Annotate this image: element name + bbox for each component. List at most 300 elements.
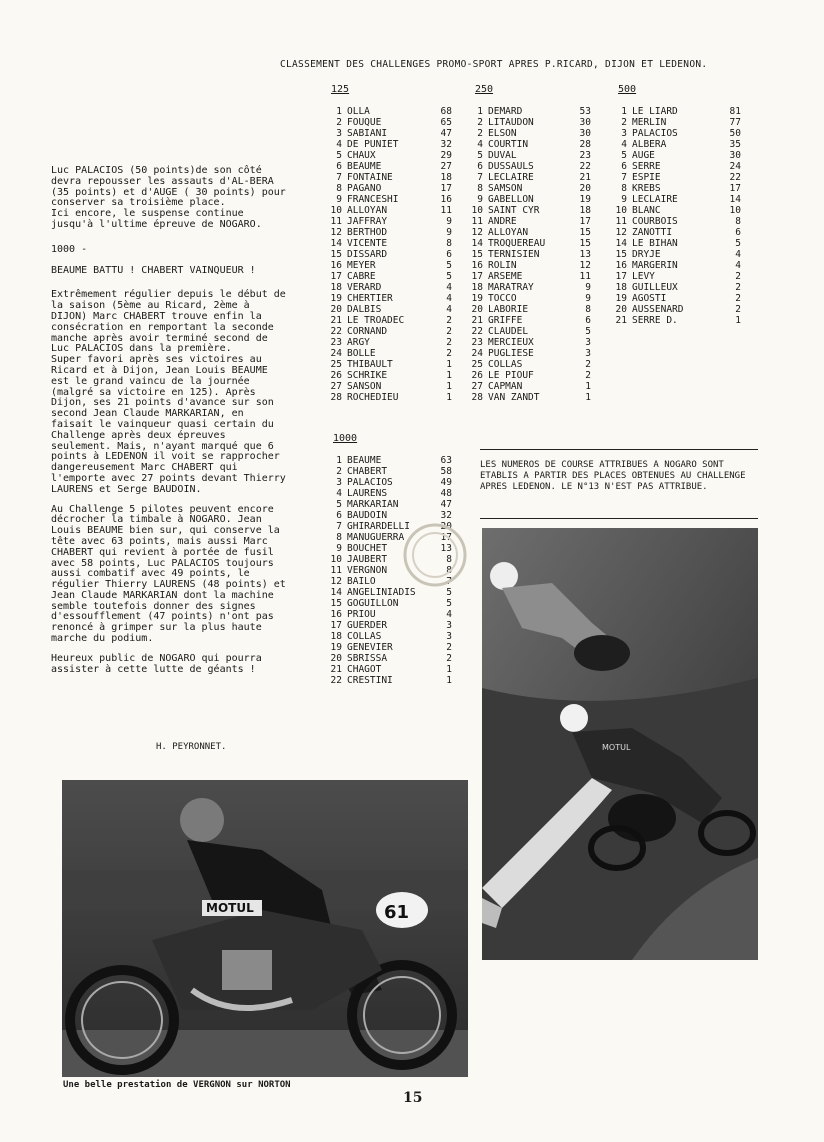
table-row <box>611 183 741 194</box>
points-cell: 21 <box>579 172 591 183</box>
rider-name-cell: PAGANO <box>347 183 382 194</box>
table-row <box>467 326 591 337</box>
points-cell: 5 <box>585 326 591 337</box>
points-cell: 2 <box>446 653 452 664</box>
table-row <box>326 249 452 260</box>
rider-name-cell: ANGELINIADIS <box>347 587 416 598</box>
rank-cell: 24 <box>471 348 483 359</box>
photo-two-riders <box>482 528 758 960</box>
table-row <box>467 139 591 150</box>
table-row <box>326 293 452 304</box>
rider-name-cell: COLLAS <box>347 631 382 642</box>
table-row <box>326 106 452 117</box>
rank-cell: 19 <box>615 293 627 304</box>
rank-cell: 12 <box>330 576 342 587</box>
table-row <box>467 194 591 205</box>
table-row <box>611 194 741 205</box>
article-paragraph-4: Heureux public de NOGARO qui pourra assister à cette lutte de géants ! <box>51 652 262 675</box>
points-cell: 53 <box>579 106 591 117</box>
points-cell: 1 <box>446 381 452 392</box>
rider-name-cell: DUVAL <box>488 150 517 161</box>
rider-name-cell: LECLAIRE <box>632 194 678 205</box>
article-headline: BEAUME BATTU ! CHABERT VAINQUEUR ! <box>51 264 256 276</box>
rider-name-cell: GUERDER <box>347 620 388 631</box>
rider-name-cell: MEYER <box>347 260 376 271</box>
rank-cell: 3 <box>336 128 342 139</box>
rank-cell: 1 <box>477 106 483 117</box>
rider-name-cell: LECLAIRE <box>488 172 534 183</box>
points-cell: 2 <box>585 359 591 370</box>
rider-name-cell: FRANCESHI <box>347 194 399 205</box>
table-row <box>467 227 591 238</box>
rank-cell: 14 <box>471 238 483 249</box>
points-cell: 11 <box>440 205 452 216</box>
rider-name-cell: MARGERIN <box>632 260 678 271</box>
points-cell: 20 <box>440 521 452 532</box>
points-cell: 29 <box>440 150 452 161</box>
rider-name-cell: PRIOU <box>347 609 376 620</box>
rank-cell: 10 <box>471 205 483 216</box>
rank-cell: 22 <box>471 326 483 337</box>
table-row <box>467 304 591 315</box>
table-row <box>467 381 591 392</box>
table-row <box>326 620 452 631</box>
rank-cell: 8 <box>621 183 627 194</box>
rider-name-cell: CHAUX <box>347 150 376 161</box>
points-cell: 1 <box>446 392 452 403</box>
rider-name-cell: VAN ZANDT <box>488 392 540 403</box>
table-row <box>467 249 591 260</box>
table-row <box>326 205 452 216</box>
points-cell: 3 <box>585 337 591 348</box>
points-cell: 4 <box>735 260 741 271</box>
points-cell: 49 <box>440 477 452 488</box>
rider-name-cell: ALBERA <box>632 139 667 150</box>
rider-name-cell: JAFFRAY <box>347 216 388 227</box>
rank-cell: 20 <box>471 304 483 315</box>
points-cell: 30 <box>579 117 591 128</box>
points-cell: 81 <box>729 106 741 117</box>
article-paragraph-1: Extrêmement régulier depuis le début de la saison (5ème au Ricard, 2ème à DIJON) Marc CHABERT trouve enfin la consécration en remportant la seconde manche après avoir terminé second de Luc PALACIOS dans la première. <box>51 289 286 355</box>
table-row <box>326 238 452 249</box>
points-cell: 18 <box>579 205 591 216</box>
points-cell: 28 <box>579 139 591 150</box>
rank-cell: 15 <box>330 598 342 609</box>
rank-cell: 3 <box>621 128 627 139</box>
rank-cell: 10 <box>615 205 627 216</box>
article-paragraph-3: Au Challenge 5 pilotes peuvent encore décrocher la timbale à NOGARO. Jean Louis BEAUME bien sur, qui conserve la tête avec 63 points, mais aussi Marc CHABERT qui revient à portée de fusil avec 58 points, Luc PALACIOS toujours aussi combatif avec 49 points, le régulier Thierry LAURENS (48 points) et Jean Claude MARKARIAN dont la machine semble toutefois donner des signes d'essoufflement (47 points) n'ont pas renoncé à grimper sur la plus haute marche du podium. <box>51 503 286 645</box>
rank-cell: 12 <box>615 227 627 238</box>
table-row <box>326 381 452 392</box>
table-row <box>326 653 452 664</box>
heading-250: 250 <box>475 84 494 95</box>
article-intro-2: Ici encore, le suspense continue jusqu'à l'ultime épreuve de NOGARO. <box>51 208 262 230</box>
page-number: 15 <box>403 1090 423 1106</box>
table-row <box>467 337 591 348</box>
table-row <box>611 128 741 139</box>
table-row <box>611 271 741 282</box>
article <box>51 166 291 684</box>
rank-cell: 1 <box>336 455 342 466</box>
rank-cell: 21 <box>615 315 627 326</box>
race-numbers-notice: LES NUMEROS DE COURSE ATTRIBUES A NOGARO SONT ETABLIS A PARTIR DES PLACES OBTENUES AU CHALLENGE APRES LEDENON. LE N°13 N'EST PAS ATTRIBUE. <box>480 460 746 492</box>
points-cell: 2 <box>735 271 741 282</box>
points-cell: 8 <box>446 554 452 565</box>
rank-cell: 8 <box>336 183 342 194</box>
rank-cell: 11 <box>330 216 342 227</box>
table-row <box>326 631 452 642</box>
rank-cell: 1 <box>621 106 627 117</box>
points-cell: 2 <box>446 326 452 337</box>
points-cell: 3 <box>446 620 452 631</box>
points-cell: 20 <box>579 183 591 194</box>
table-row <box>467 161 591 172</box>
rank-cell: 14 <box>615 238 627 249</box>
rider-name-cell: AUSSENARD <box>632 304 684 315</box>
rider-name-cell: MANUGUERRA <box>347 532 405 543</box>
rank-cell: 28 <box>330 392 342 403</box>
points-cell: 32 <box>440 139 452 150</box>
rider-name-cell: FOUQUE <box>347 117 382 128</box>
points-cell: 4 <box>446 293 452 304</box>
points-cell: 1 <box>446 370 452 381</box>
rider-name-cell: DE PUNIET <box>347 139 399 150</box>
points-cell: 50 <box>729 128 741 139</box>
rider-name-cell: LE BIHAN <box>632 238 678 249</box>
rank-cell: 1 <box>336 106 342 117</box>
table-row <box>467 271 591 282</box>
points-cell: 2 <box>446 348 452 359</box>
points-cell: 8 <box>585 304 591 315</box>
rank-cell: 7 <box>621 172 627 183</box>
rider-name-cell: LE LIARD <box>632 106 678 117</box>
points-cell: 1 <box>735 315 741 326</box>
rank-cell: 10 <box>330 554 342 565</box>
rank-cell: 18 <box>330 282 342 293</box>
rider-name-cell: LAURENS <box>347 488 388 499</box>
points-cell: 5 <box>446 260 452 271</box>
rider-name-cell: ALLOYAN <box>347 205 388 216</box>
rank-cell: 10 <box>330 205 342 216</box>
rank-cell: 8 <box>477 183 483 194</box>
table-row <box>467 238 591 249</box>
rider-name-cell: ANDRE <box>488 216 517 227</box>
points-cell: 16 <box>440 194 452 205</box>
points-cell: 19 <box>579 194 591 205</box>
rider-name-cell: PALACIOS <box>632 128 678 139</box>
rider-name-cell: GHIRARDELLI <box>347 521 410 532</box>
points-cell: 22 <box>729 172 741 183</box>
points-cell: 14 <box>729 194 741 205</box>
notice-rule-top <box>480 449 758 450</box>
rank-cell: 21 <box>330 664 342 675</box>
rank-cell: 4 <box>477 139 483 150</box>
rider-name-cell: VERGNON <box>347 565 388 576</box>
rank-cell: 23 <box>330 337 342 348</box>
table-row <box>326 499 452 510</box>
points-cell: 65 <box>440 117 452 128</box>
rider-name-cell: SERRE <box>632 161 661 172</box>
rank-cell: 17 <box>330 271 342 282</box>
rider-name-cell: LE TROADEC <box>347 315 405 326</box>
table-row <box>467 106 591 117</box>
rider-name-cell: GOGUILLON <box>347 598 399 609</box>
rider-name-cell: KREBS <box>632 183 661 194</box>
rider-name-cell: LABORIE <box>488 304 529 315</box>
table-row <box>326 642 452 653</box>
rank-cell: 9 <box>477 194 483 205</box>
points-cell: 11 <box>579 271 591 282</box>
table-row <box>326 117 452 128</box>
rank-cell: 17 <box>330 620 342 631</box>
rider-name-cell: BAUDOIN <box>347 510 388 521</box>
rank-cell: 20 <box>615 304 627 315</box>
rider-name-cell: BEAUME <box>347 161 382 172</box>
rider-name-cell: FONTAINE <box>347 172 393 183</box>
heading-1000: 1000 <box>333 433 358 444</box>
table-row <box>611 249 741 260</box>
points-cell: 8 <box>446 565 452 576</box>
rider-name-cell: DUSSAULS <box>488 161 534 172</box>
rider-name-cell: MARATRAY <box>488 282 534 293</box>
points-cell: 12 <box>579 260 591 271</box>
table-row <box>611 304 741 315</box>
rank-cell: 16 <box>330 260 342 271</box>
points-cell: 2 <box>446 337 452 348</box>
rider-name-cell: GUILLEUX <box>632 282 678 293</box>
rider-name-cell: GRIFFE <box>488 315 523 326</box>
points-cell: 32 <box>440 510 452 521</box>
rider-name-cell: ELSON <box>488 128 517 139</box>
article-paragraph-2: Super favori après ses victoires au Ricard et à Dijon, Jean Louis BEAUME est le grand vaincu de la journée (malgré sa victoire en 125). Après Dijon, ses 21 points d'avance sur son second Jean Claude MARKARIAN, en faisait le vainqueur quasi certain du Challenge après deux épreuves seulement. Mais, n'ayant marqué que 6 points à LEDENON il voit se rapprocher dangereusement Marc CHABERT qui l'emporte avec 27 points devant Thierry LAURENS et Serge BAUDOIN. <box>51 354 286 495</box>
rank-cell: 8 <box>336 532 342 543</box>
points-cell: 63 <box>440 455 452 466</box>
points-cell: 9 <box>585 293 591 304</box>
points-cell: 3 <box>585 348 591 359</box>
rider-name-cell: SAMSON <box>488 183 523 194</box>
rider-name-cell: DRYJE <box>632 249 661 260</box>
table-row <box>326 194 452 205</box>
rank-cell: 15 <box>615 249 627 260</box>
rider-name-cell: COURBOIS <box>632 216 678 227</box>
table-row <box>611 282 741 293</box>
notice-rule-bottom <box>480 518 758 519</box>
rider-name-cell: CHERTIER <box>347 293 393 304</box>
table-row <box>326 282 452 293</box>
photo-vergnon-norton <box>62 780 468 1077</box>
rank-cell: 25 <box>330 359 342 370</box>
points-cell: 22 <box>579 161 591 172</box>
points-cell: 58 <box>440 466 452 477</box>
points-cell: 1 <box>446 675 452 686</box>
rank-cell: 21 <box>330 315 342 326</box>
rider-name-cell: PALACIOS <box>347 477 393 488</box>
points-cell: 2 <box>585 370 591 381</box>
rank-cell: 15 <box>471 249 483 260</box>
table-row <box>611 139 741 150</box>
points-cell: 23 <box>579 150 591 161</box>
rider-name-cell: CHABERT <box>347 466 388 477</box>
rider-name-cell: LITAUDON <box>488 117 534 128</box>
rider-name-cell: TOCCO <box>488 293 517 304</box>
points-cell: 2 <box>735 293 741 304</box>
points-cell: 4 <box>446 282 452 293</box>
points-cell: 6 <box>585 315 591 326</box>
points-cell: 30 <box>729 150 741 161</box>
rank-cell: 27 <box>330 381 342 392</box>
points-cell: 30 <box>579 128 591 139</box>
rider-name-cell: MARKARIAN <box>347 499 399 510</box>
rank-cell: 18 <box>471 282 483 293</box>
rank-cell: 6 <box>336 510 342 521</box>
rider-name-cell: ROCHEDIEU <box>347 392 399 403</box>
rider-name-cell: SAINT CYR <box>488 205 540 216</box>
rider-name-cell: ALLOYAN <box>488 227 529 238</box>
table-row <box>611 150 741 161</box>
points-cell: 1 <box>446 664 452 675</box>
rider-name-cell: GENEVIER <box>347 642 393 653</box>
rider-name-cell: MERCIEUX <box>488 337 534 348</box>
points-cell: 17 <box>440 183 452 194</box>
table-row <box>326 227 452 238</box>
table-row <box>467 260 591 271</box>
table-row <box>467 348 591 359</box>
points-cell: 27 <box>440 161 452 172</box>
points-cell: 13 <box>440 543 452 554</box>
table-row <box>326 466 452 477</box>
table-row <box>467 370 591 381</box>
table-row <box>611 106 741 117</box>
rider-name-cell: BAILO <box>347 576 376 587</box>
table-row <box>326 172 452 183</box>
table-row <box>467 117 591 128</box>
rank-cell: 25 <box>471 359 483 370</box>
table-row <box>467 216 591 227</box>
points-cell: 15 <box>579 227 591 238</box>
table-row <box>611 205 741 216</box>
rank-cell: 4 <box>621 139 627 150</box>
rank-cell: 26 <box>471 370 483 381</box>
rank-cell: 19 <box>330 642 342 653</box>
rank-cell: 28 <box>471 392 483 403</box>
rider-name-cell: SERRE D. <box>632 315 678 326</box>
table-row <box>611 216 741 227</box>
points-cell: 17 <box>440 532 452 543</box>
points-cell: 8 <box>446 238 452 249</box>
table-row <box>467 205 591 216</box>
photo-caption: Une belle prestation de VERGNON sur NORTON <box>63 1080 291 1090</box>
points-cell: 2 <box>446 642 452 653</box>
rider-name-cell: COLLAS <box>488 359 523 370</box>
author-signature: H. PEYRONNET. <box>156 742 227 752</box>
rank-cell: 4 <box>336 139 342 150</box>
table-row <box>326 455 452 466</box>
table-125 <box>326 106 452 403</box>
points-cell: 5 <box>446 598 452 609</box>
rank-cell: 9 <box>336 543 342 554</box>
rider-name-cell: ROLIN <box>488 260 517 271</box>
rank-cell: 16 <box>471 260 483 271</box>
rank-cell: 19 <box>471 293 483 304</box>
points-cell: 2 <box>446 315 452 326</box>
rank-cell: 14 <box>330 587 342 598</box>
rank-cell: 6 <box>336 161 342 172</box>
table-row <box>326 315 452 326</box>
table-row <box>467 315 591 326</box>
rank-cell: 20 <box>330 653 342 664</box>
rank-cell: 24 <box>330 348 342 359</box>
points-cell: 2 <box>735 282 741 293</box>
table-row <box>611 227 741 238</box>
points-cell: 10 <box>729 205 741 216</box>
table-row <box>611 293 741 304</box>
rank-cell: 12 <box>330 227 342 238</box>
rank-cell: 2 <box>477 117 483 128</box>
points-cell: 1 <box>446 359 452 370</box>
rank-cell: 2 <box>621 117 627 128</box>
points-cell: 18 <box>440 172 452 183</box>
points-cell: 5 <box>446 271 452 282</box>
rank-cell: 11 <box>330 565 342 576</box>
rank-cell: 18 <box>330 631 342 642</box>
table-row <box>326 326 452 337</box>
points-cell: 4 <box>446 304 452 315</box>
rider-name-cell: CHAGOT <box>347 664 382 675</box>
rank-cell: 5 <box>336 499 342 510</box>
points-cell: 15 <box>579 238 591 249</box>
rank-cell: 12 <box>471 227 483 238</box>
points-cell: 24 <box>729 161 741 172</box>
table-row <box>467 282 591 293</box>
rank-cell: 17 <box>615 271 627 282</box>
table-row <box>467 150 591 161</box>
table-500 <box>611 106 741 326</box>
rider-name-cell: DEMARD <box>488 106 523 117</box>
table-row <box>326 598 452 609</box>
points-cell: 48 <box>440 488 452 499</box>
rider-name-cell: AUGE <box>632 150 655 161</box>
rider-name-cell: CAPMAN <box>488 381 523 392</box>
points-cell: 9 <box>446 216 452 227</box>
rank-cell: 2 <box>336 466 342 477</box>
rider-name-cell: VICENTE <box>347 238 388 249</box>
table-row <box>326 359 452 370</box>
rank-cell: 7 <box>336 521 342 532</box>
points-cell: 1 <box>585 381 591 392</box>
rank-cell: 5 <box>336 150 342 161</box>
rider-name-cell: SBRISSA <box>347 653 388 664</box>
rank-cell: 27 <box>471 381 483 392</box>
table-row <box>611 315 741 326</box>
points-cell: 13 <box>579 249 591 260</box>
watermark-logo <box>400 520 470 590</box>
points-cell: 3 <box>446 631 452 642</box>
rank-cell: 5 <box>477 150 483 161</box>
rank-cell: 22 <box>330 675 342 686</box>
points-cell: 9 <box>446 227 452 238</box>
rider-name-cell: AGOSTI <box>632 293 667 304</box>
table-row <box>326 150 452 161</box>
points-cell: 35 <box>729 139 741 150</box>
rider-name-cell: SABIANI <box>347 128 388 139</box>
rank-cell: 21 <box>471 315 483 326</box>
table-row <box>326 348 452 359</box>
table-row <box>467 392 591 403</box>
points-cell: 2 <box>735 304 741 315</box>
rank-cell: 3 <box>336 477 342 488</box>
points-cell: 47 <box>440 499 452 510</box>
table-row <box>326 304 452 315</box>
